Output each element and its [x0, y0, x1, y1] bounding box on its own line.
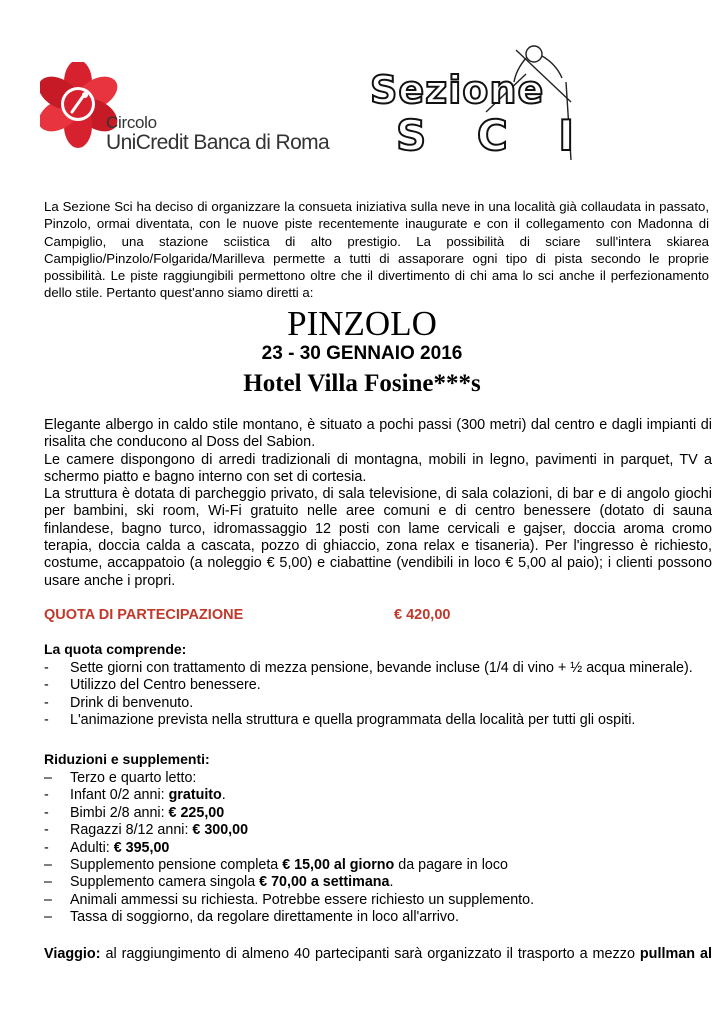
- fee-label: QUOTA DI PARTECIPAZIONE: [44, 607, 244, 623]
- list-item: – Supplemento camera singola € 70,00 a settimana.: [44, 874, 394, 891]
- list-item: - Ragazzi 8/12 anni: € 300,00: [44, 822, 249, 839]
- logo-sci-text: S C I: [396, 111, 592, 160]
- participation-fee: [44, 606, 544, 624]
- travel-text: al raggiungimento di almeno 40 partecipanti sarà organizzato il trasporto a mezzo: [100, 946, 640, 962]
- destination-title: PINZOLO: [287, 304, 437, 343]
- includes-heading: La quota comprende:: [44, 641, 187, 657]
- list-item: - L'animazione prevista nella struttura e quella programmata della località per tutti gli ospiti.: [44, 712, 636, 729]
- list-item: - Utilizzo del Centro benessere.: [44, 677, 261, 694]
- list-item: – Terzo e quarto letto:: [44, 770, 197, 786]
- list-item: - Bimbi 2/8 anni: € 225,00: [44, 804, 225, 821]
- list-item: - Adulti: € 395,00: [44, 839, 170, 856]
- reductions-list: [44, 770, 534, 927]
- circolo-unicredit-logo: [40, 62, 340, 162]
- sezione-sci-logo: [366, 42, 592, 164]
- logo-sezione-text: Sezione: [370, 68, 545, 112]
- reductions-heading: Riduzioni e supplementi:: [44, 751, 210, 767]
- list-item: - Sette giorni con trattamento di mezza pensione, bevande incluse (1/4 di vino + ½ acqua minerale).: [44, 660, 693, 676]
- list-item: – Animali ammessi su richiesta. Potrebbe essere richiesto un supplemento.: [44, 891, 535, 908]
- description-paragraph: Le camere dispongono di arredi tradizionali di montagna, mobili in legno, pavimenti in parquet, TV a schermo piatto e bagno interno con set di cortesia.: [44, 451, 712, 485]
- travel-bold: pullman al: [639, 946, 712, 962]
- intro-paragraph: La Sezione Sci ha deciso di organizzare la consueta iniziativa sulla neve in una località già collaudata in passato, Pinzolo, ormai diventata, con le nuove piste recentemente inaugurate e con il collegamento con Madonna di Campiglio, una stazione sciistica di alto prestigio. La possibilità di sciare sull'intera skiarea Campiglio/Pinzolo/Folgarida/Marilleva permette a tutti di assaporare ogni tipo di pista secondo le proprie possibilità. Le piste raggiungibili permettono oltre che il divertimento di chi ama lo sci anche il perfezionamento dello stile. Pertanto quest'anno siamo diretti a:: [44, 199, 709, 301]
- hotel-name: Hotel Villa Fosine***s: [243, 370, 481, 397]
- list-item: – Tassa di soggiorno, da regolare direttamente in loco all'arrivo.: [44, 909, 459, 926]
- travel-info: [44, 945, 712, 963]
- description-paragraph: La struttura è dotata di parcheggio privato, di sala televisione, di sala colazioni, di bar e di angolo giochi per bambini, ski room, Wi-Fi gratuito nelle aree comuni e di centro benessere (dotato di sauna finlandese, bagno turco, idromassaggio 12 posti con lame cervicali e gajser, doccia aroma cromo terapia, doccia calda a cascata, pozzo di ghiaccio, zona relax e tisaneria). Per l'ingresso è richiesto, costume, accappatoio (a noleggio € 5,00) e ciabattine (vendibili in loco € 5,00 al paio); i clienti possono usare anche i propri.: [44, 486, 712, 589]
- description-paragraph: Elegante albergo in caldo stile montano, è situato a pochi passi (300 metri) dal centro e dagli impianti di risalita che conducono al Doss del Sabion.: [44, 417, 712, 451]
- trip-dates: 23 - 30 GENNAIO 2016: [261, 343, 463, 364]
- list-item: - Drink di benvenuto.: [44, 694, 194, 711]
- travel-label: Viaggio:: [44, 946, 101, 962]
- includes-list: [44, 660, 693, 730]
- hotel-description: [44, 417, 712, 590]
- logo-bank-name-text: UniCredit Banca di Roma: [106, 131, 330, 154]
- logo-circolo-text: Circolo: [106, 113, 157, 132]
- list-item: - Infant 0/2 anni: gratuito.: [44, 787, 226, 804]
- fee-price: € 420,00: [394, 607, 451, 623]
- list-item: – Supplemento pensione completa € 15,00 al giorno da pagare in loco: [44, 857, 508, 874]
